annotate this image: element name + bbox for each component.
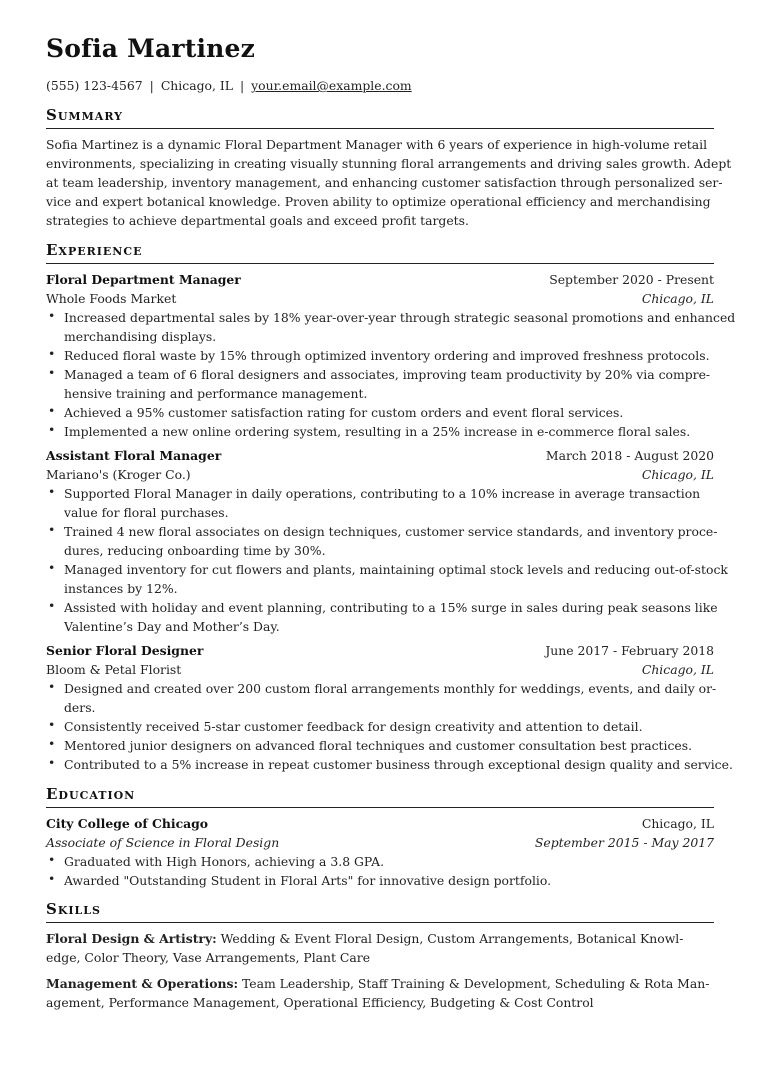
- bullet-icon: •: [48, 717, 56, 732]
- job-bullet: Increased departmental sales by 18% year-over-year through strategic seasonal promotions and enhanced: [64, 310, 736, 325]
- bullet-icon: •: [48, 346, 56, 361]
- experience-heading: Experience: [46, 241, 143, 259]
- job-bullet-continuation: Valentine’s Day and Mother’s Day.: [64, 619, 280, 634]
- job-bullet-continuation: ders.: [64, 700, 96, 715]
- phone: (555) 123-4567: [46, 78, 143, 93]
- education-bullet: Awarded "Outstanding Student in Floral Arts" for innovative design portfolio.: [64, 873, 552, 888]
- job-location: Chicago, IL: [641, 662, 714, 677]
- summary-line: Sofia Martinez is a dynamic Floral Department Manager with 6 years of experience in high-volume retail: [46, 137, 708, 152]
- bullet-icon: •: [48, 403, 56, 418]
- section-divider: [46, 807, 714, 808]
- job-title: Assistant Floral Manager: [46, 448, 222, 463]
- job-bullet: Mentored junior designers on advanced floral techniques and customer consultation best practices.: [64, 738, 693, 753]
- location: Chicago, IL: [160, 78, 233, 93]
- school-name: City College of Chicago: [46, 816, 209, 831]
- job-bullet: Achieved a 95% customer satisfaction rating for custom orders and event floral services.: [64, 405, 624, 420]
- job-bullet: Managed inventory for cut flowers and plants, maintaining optimal stock levels and reducing out-of-stock: [64, 562, 728, 577]
- bullet-icon: •: [48, 308, 56, 323]
- contact-separator: |: [149, 78, 154, 93]
- summary-line: vice and expert botanical knowledge. Proven ability to optimize operational efficiency and merchandising: [46, 194, 711, 209]
- section-divider: [46, 922, 714, 923]
- summary-line: environments, specializing in creating visually stunning floral arrangements and driving sales growth. Adept: [46, 156, 732, 171]
- job-title: Senior Floral Designer: [46, 643, 204, 658]
- job-bullet: Contributed to a 5% increase in repeat customer business through exceptional design quality and service.: [64, 757, 733, 772]
- skills-heading: Skills: [46, 900, 101, 918]
- section-divider: [46, 263, 714, 264]
- skill-group-continuation: edge, Color Theory, Vase Arrangements, Plant Care: [46, 950, 371, 965]
- skill-group-label: Management & Operations:: [46, 976, 239, 991]
- job-bullet: Supported Floral Manager in daily operations, contributing to a 10% increase in average transaction: [64, 486, 701, 501]
- company-name: Whole Foods Market: [46, 291, 177, 306]
- skill-group-label: Floral Design & Artistry:: [46, 931, 217, 946]
- company-name: Mariano's (Kroger Co.): [46, 467, 191, 482]
- bullet-icon: •: [48, 852, 56, 867]
- job-dates: September 2020 - Present: [549, 272, 714, 287]
- bullet-icon: •: [48, 365, 56, 380]
- company-name: Bloom & Petal Florist: [46, 662, 182, 677]
- job-location: Chicago, IL: [641, 467, 714, 482]
- education-heading: Education: [46, 785, 136, 803]
- candidate-name: Sofia Martinez: [46, 34, 256, 63]
- bullet-icon: •: [48, 755, 56, 770]
- job-bullet: Assisted with holiday and event planning, contributing to a 15% surge in sales during peak seasons like: [64, 600, 718, 615]
- bullet-icon: •: [48, 422, 56, 437]
- skill-group: [46, 929, 683, 948]
- job-dates: June 2017 - February 2018: [545, 643, 714, 658]
- job-bullet-continuation: merchandising displays.: [64, 329, 217, 344]
- job-bullet-continuation: dures, reducing onboarding time by 30%.: [64, 543, 326, 558]
- job-bullet: Designed and created over 200 custom floral arrangements monthly for weddings, events, and daily or-: [64, 681, 717, 696]
- bullet-icon: •: [48, 522, 56, 537]
- job-bullet-continuation: hensive training and performance management.: [64, 386, 368, 401]
- section-divider: [46, 128, 714, 129]
- job-location: Chicago, IL: [641, 291, 714, 306]
- job-bullet: Managed a team of 6 floral designers and associates, improving team productivity by 20% via compre-: [64, 367, 711, 382]
- bullet-icon: •: [48, 598, 56, 613]
- email-link[interactable]: your.email@example.com: [251, 78, 412, 93]
- job-bullet-continuation: value for floral purchases.: [64, 505, 229, 520]
- job-bullet: Consistently received 5-star customer feedback for design creativity and attention to detail.: [64, 719, 643, 734]
- degree: Associate of Science in Floral Design: [46, 835, 280, 850]
- summary-line: at team leadership, inventory management, and enhancing customer satisfaction through personalized ser-: [46, 175, 723, 190]
- bullet-icon: •: [48, 484, 56, 499]
- school-location: Chicago, IL: [641, 816, 714, 831]
- skill-group: [46, 974, 709, 993]
- job-bullet: Trained 4 new floral associates on design techniques, customer service standards, and inventory proce-: [64, 524, 718, 539]
- job-bullet: Implemented a new online ordering system, resulting in a 25% increase in e-commerce floral sales.: [64, 424, 691, 439]
- contact-separator: |: [239, 78, 245, 93]
- summary-line: strategies to achieve departmental goals and exceed profit targets.: [46, 213, 469, 228]
- job-title: Floral Department Manager: [46, 272, 241, 287]
- education-bullet: Graduated with High Honors, achieving a 3.8 GPA.: [64, 854, 385, 869]
- job-bullet: Reduced floral waste by 15% through optimized inventory ordering and improved freshness protocols.: [64, 348, 710, 363]
- skill-group-items: Team Leadership, Staff Training & Development, Scheduling & Rota Man-: [238, 976, 710, 991]
- bullet-icon: •: [48, 679, 56, 694]
- job-dates: March 2018 - August 2020: [545, 448, 714, 463]
- contact-line: [46, 78, 412, 93]
- summary-heading: Summary: [46, 106, 123, 124]
- education-dates: September 2015 - May 2017: [534, 835, 714, 850]
- bullet-icon: •: [48, 560, 56, 575]
- job-bullet-continuation: instances by 12%.: [64, 581, 178, 596]
- bullet-icon: •: [48, 871, 56, 886]
- skill-group-items: Wedding & Event Floral Design, Custom Arrangements, Botanical Knowl-: [216, 931, 684, 946]
- bullet-icon: •: [48, 736, 56, 751]
- skill-group-continuation: agement, Performance Management, Operational Efficiency, Budgeting & Cost Control: [46, 995, 594, 1010]
